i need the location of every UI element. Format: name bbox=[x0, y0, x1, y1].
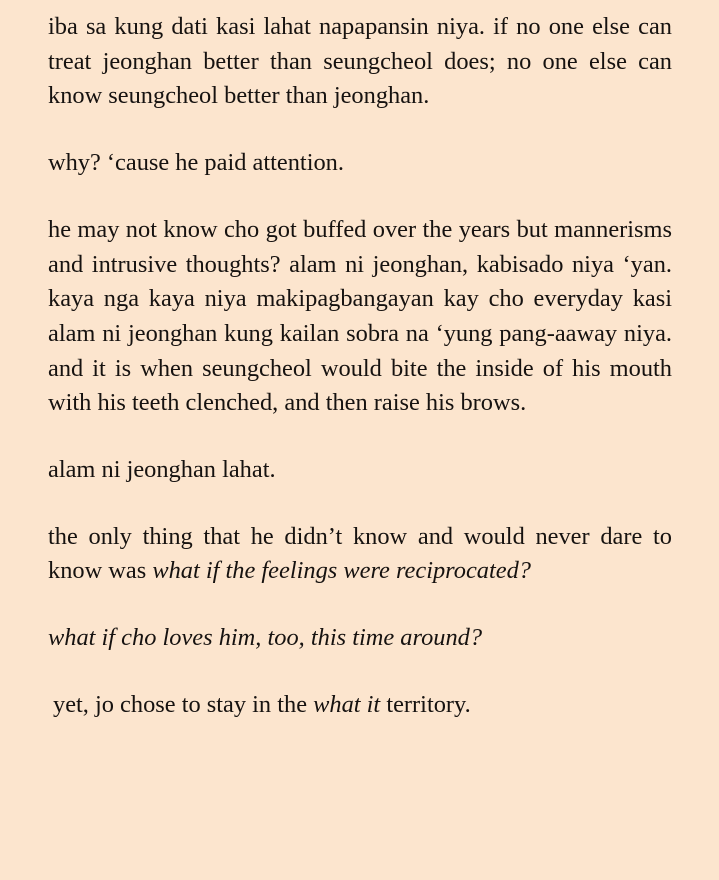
paragraph-7-italic: what it bbox=[313, 690, 381, 718]
paragraph-3: he may not know cho got buffed over the years but mannerisms and intrusive thoughts? alam ni jeonghan, kabisado niya ‘yan. kaya nga kaya niya makipagbangayan kay cho everyday kasi alam ni jeonghan kung kailan sobra na ‘yung pang-aaway niya. and it is when seungcheol would bite the inside of his mouth with his teeth clenched, and then raise his brows. bbox=[48, 215, 672, 417]
paragraph-5-text: the only thing that he didn’t know and would never dare to know was bbox=[48, 522, 672, 585]
paragraph-4: alam ni jeonghan lahat. bbox=[48, 456, 276, 484]
paragraph-2: why? ‘cause he paid attention. bbox=[48, 149, 344, 177]
paragraph-6-italic: what if cho loves him, too, this time around? bbox=[48, 624, 483, 652]
paragraph-6 bbox=[48, 621, 672, 656]
paragraph-7 bbox=[48, 688, 672, 723]
paragraph-5-italic: what if the feelings were reciprocated? bbox=[152, 557, 531, 585]
paragraph-7-text-before: yet, jo chose to stay in the bbox=[53, 690, 314, 718]
paragraph-7-text-after: territory. bbox=[380, 690, 471, 718]
paragraph-1: iba sa kung dati kasi lahat napapansin niya. if no one else can treat jeonghan better than seungcheol does; no one else can know seungcheol better than jeonghan. bbox=[48, 13, 672, 110]
paragraph-5 bbox=[48, 520, 672, 589]
